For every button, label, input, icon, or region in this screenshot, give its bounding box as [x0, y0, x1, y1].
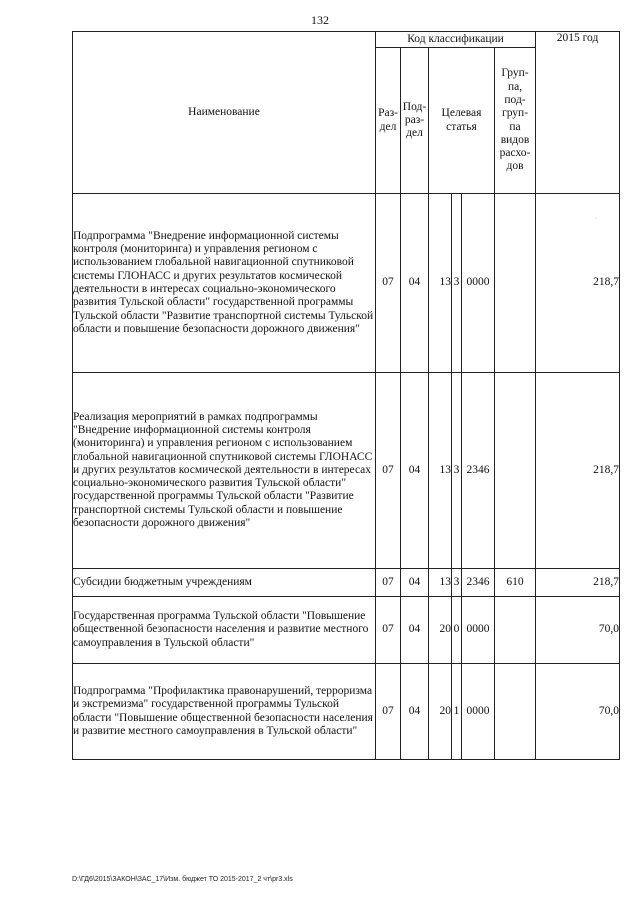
- row-amount: 70,0: [536, 597, 620, 664]
- column-header-razdel: Раз- дел: [376, 48, 401, 194]
- row-target-program: 13: [429, 373, 452, 569]
- table-row: [73, 597, 620, 664]
- row-target-program: 13: [429, 194, 452, 373]
- row-amount: 218,7: [536, 569, 620, 597]
- row-amount: 218,7: [536, 194, 620, 373]
- scan-mark: ·: [595, 216, 597, 222]
- row-razdel: 07: [376, 569, 401, 597]
- row-razdel: 07: [376, 597, 401, 664]
- row-name: Подпрограмма "Профилактика правонарушений, терроризма и экстремизма" государственной программы Тульской области "Повышение общественной безопасности населения и развитие местного самоуправления в Тульской области": [73, 664, 376, 760]
- row-target-subprogram: 1: [452, 664, 462, 760]
- column-header-target-article: Целевая статья: [429, 48, 495, 194]
- row-razdel: 07: [376, 664, 401, 760]
- budget-table: [72, 31, 620, 760]
- row-podrazdel: 04: [401, 569, 429, 597]
- row-target-direction: 2346: [462, 569, 495, 597]
- row-target-subprogram: 3: [452, 194, 462, 373]
- file-path-footer: D:\ГД6\2015\ЗАКОН\ЗАС_17\Изм. бюджет ТО 2015-2017_2 чт\pr3.xls: [72, 876, 293, 883]
- row-expense-group: 610: [495, 569, 536, 597]
- header-row-top: [73, 32, 620, 48]
- row-target-direction: 2346: [462, 373, 495, 569]
- column-header-name: Наименование: [73, 32, 376, 194]
- row-target-direction: 0000: [462, 664, 495, 760]
- row-target-direction: 0000: [462, 194, 495, 373]
- row-target-subprogram: 3: [452, 569, 462, 597]
- row-amount: 70,0: [536, 664, 620, 760]
- row-name: Субсидии бюджетным учреждениям: [73, 569, 376, 597]
- table-row: [73, 569, 620, 597]
- row-target-subprogram: 3: [452, 373, 462, 569]
- table-row: [73, 664, 620, 760]
- row-target-direction: 0000: [462, 597, 495, 664]
- row-target-subprogram: 0: [452, 597, 462, 664]
- row-target-program: 20: [429, 664, 452, 760]
- row-expense-group: [495, 373, 536, 569]
- table-row: [73, 194, 620, 373]
- row-podrazdel: 04: [401, 373, 429, 569]
- column-header-year: 2015 год: [536, 32, 620, 194]
- column-header-podrazdel: Под- раз- дел: [401, 48, 429, 194]
- column-header-expense-group: Груп- па, под- груп- па видов расхо- дов: [495, 48, 536, 194]
- row-amount: 218,7: [536, 373, 620, 569]
- table-row: [73, 373, 620, 569]
- row-podrazdel: 04: [401, 597, 429, 664]
- column-header-classification: Код классификации: [376, 32, 536, 48]
- row-name: Реализация мероприятий в рамках подпрограммы "Внедрение информационной системы контроля (мониторинга) и управления регионом с использованием глобальной навигационной спутниковой системы ГЛОНАСС и других результатов космической деятельности в интересах социально-экономического развития Тульской области" государственной программы Тульской области "Развитие транспортной системы Тульской области и повышение безопасности дорожного движения": [73, 373, 376, 569]
- row-target-program: 13: [429, 569, 452, 597]
- row-razdel: 07: [376, 373, 401, 569]
- row-name: Государственная программа Тульской области "Повышение общественной безопасности населения и развитие местного самоуправления в Тульской области": [73, 597, 376, 664]
- row-expense-group: [495, 664, 536, 760]
- page-number: 132: [311, 13, 329, 27]
- row-expense-group: [495, 597, 536, 664]
- row-name: Подпрограмма "Внедрение информационной системы контроля (мониторинга) и управления регионом с использованием глобальной навигационной спутниковой системы ГЛОНАСС и других результатов космической деятельности в интересах социально-экономического развития Тульской области" государственной программы Тульской области "Развитие транспортной системы Тульской области и повышение безопасности дорожного движения": [73, 194, 376, 373]
- row-target-program: 20: [429, 597, 452, 664]
- row-expense-group: [495, 194, 536, 373]
- row-podrazdel: 04: [401, 194, 429, 373]
- row-razdel: 07: [376, 194, 401, 373]
- row-podrazdel: 04: [401, 664, 429, 760]
